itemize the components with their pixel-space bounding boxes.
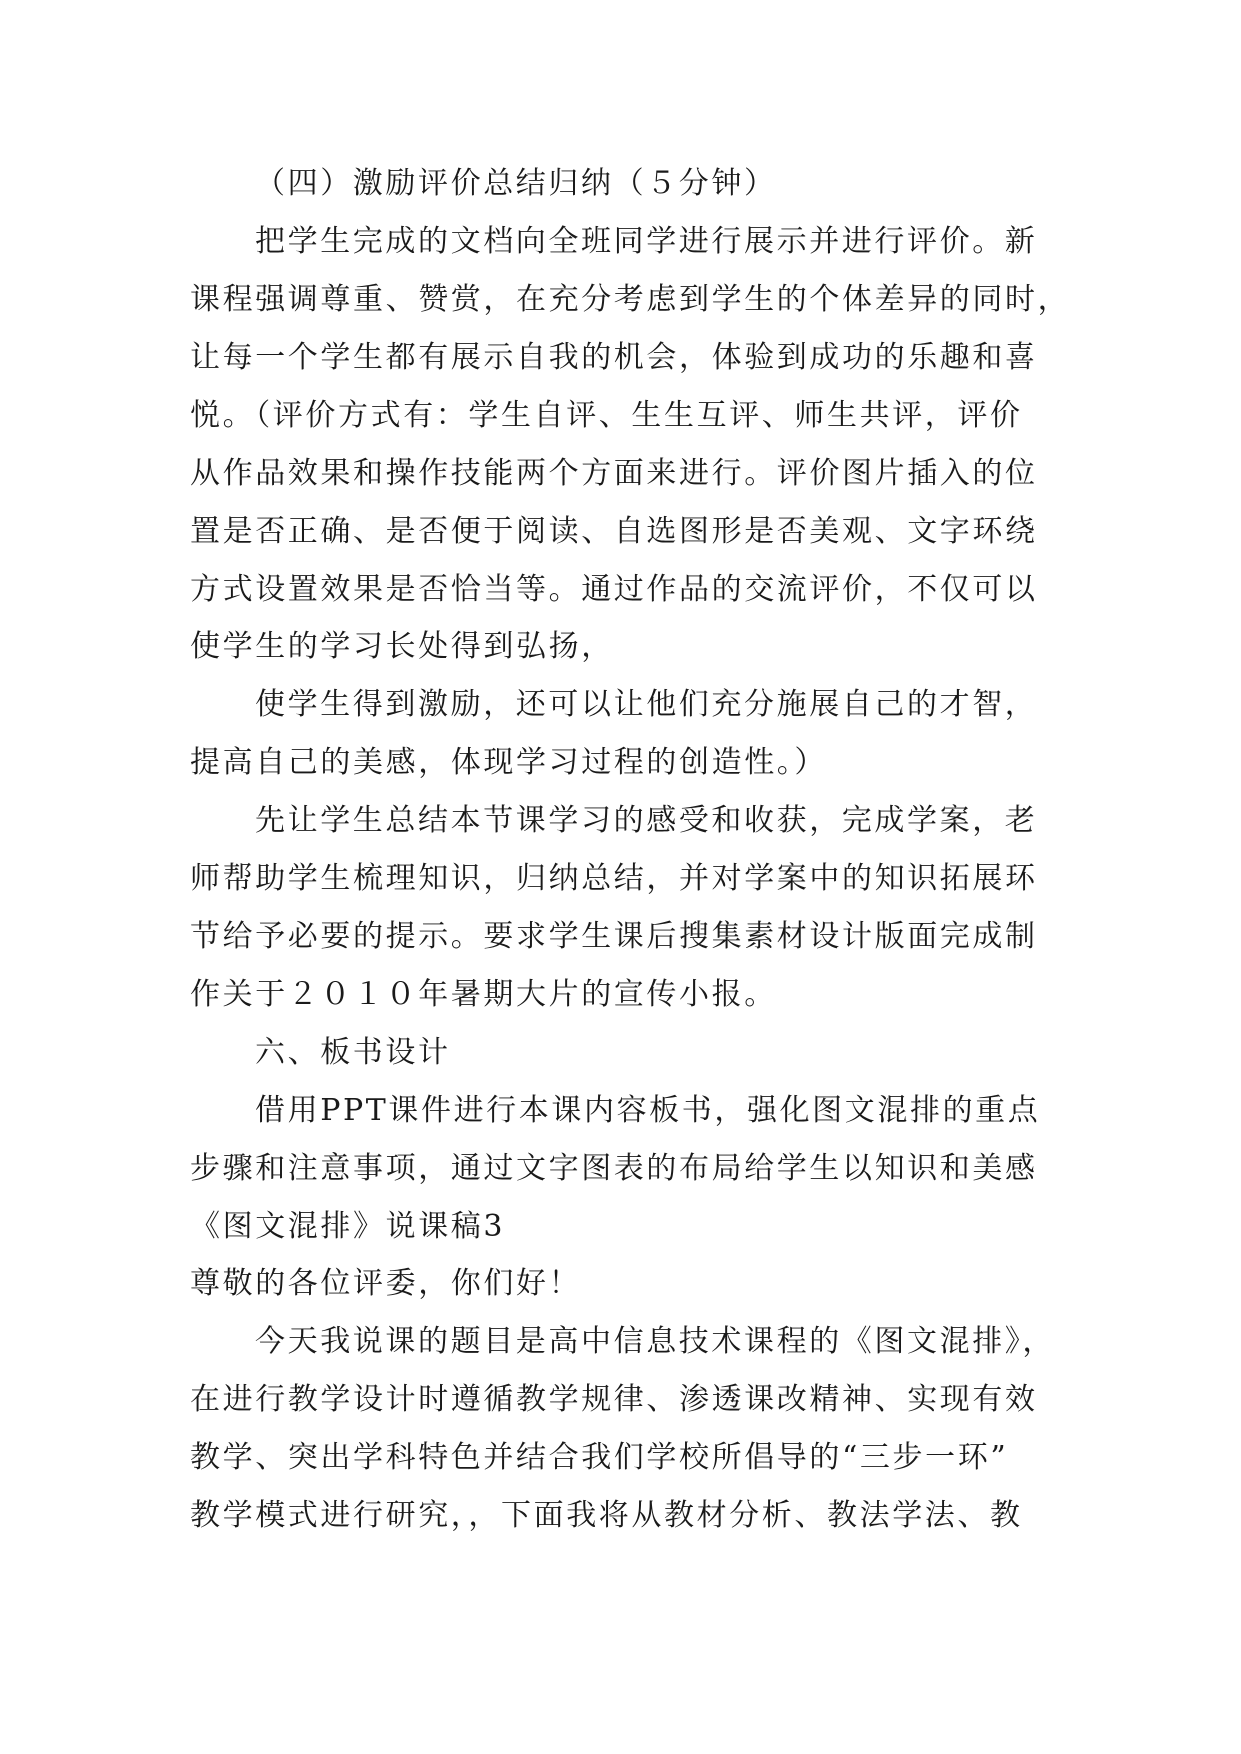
paragraph-line: 先让学生总结本节课学习的感受和收获，完成学案，老 xyxy=(255,803,1038,838)
paragraph-line: 师帮助学生梳理知识，归纳总结，并对学案中的知识拓展环 xyxy=(190,861,1038,896)
paragraph-line: 作关于２０１０年暑期大片的宣传小报。 xyxy=(190,977,777,1012)
paragraph-line: 借用PPT课件进行本课内容板书，强化图文混排的重点 xyxy=(255,1093,1041,1128)
paragraph-line: 教学模式进行研究，，下面我将从教材分析、教法学法、教 xyxy=(190,1498,1023,1533)
paragraph-line: 置是否正确、是否便于阅读、自选图形是否美观、文字环绕 xyxy=(190,514,1038,549)
document-title: 《图文混排》说课稿3 xyxy=(190,1209,506,1244)
paragraph-line: 让每一个学生都有展示自我的机会，体验到成功的乐趣和喜 xyxy=(190,340,1038,375)
paragraph-line: 今天我说课的题目是高中信息技术课程的《图文混排》， xyxy=(255,1324,1055,1359)
paragraph-line: 使学生得到激励，还可以让他们充分施展自己的才智， xyxy=(255,687,1038,722)
paragraph-line: 使学生的学习长处得到弘扬， xyxy=(190,629,614,664)
paragraph-line: 课程强调尊重、赞赏，在充分考虑到学生的个体差异的同时， xyxy=(190,282,1071,317)
paragraph-line: 把学生完成的文档向全班同学进行展示并进行评价。新 xyxy=(255,224,1038,259)
paragraph-line: 从作品效果和操作技能两个方面来进行。评价图片插入的位 xyxy=(190,456,1038,491)
section-heading: （四）激励评价总结归纳（５分钟） xyxy=(255,166,777,201)
paragraph-line: 在进行教学设计时遵循教学规律、渗透课改精神、实现有效 xyxy=(190,1382,1038,1417)
paragraph-line: 方式设置效果是否恰当等。通过作品的交流评价，不仅可以 xyxy=(190,572,1038,607)
paragraph-line: 教学、突出学科特色并结合我们学校所倡导的“三步一环” xyxy=(190,1440,1009,1475)
greeting-line: 尊敬的各位评委，你们好！ xyxy=(190,1266,582,1301)
paragraph-line: 悦。（评价方式有：学生自评、生生互评、师生共评，评价 xyxy=(190,398,1023,433)
section-heading: 六、板书设计 xyxy=(255,1035,451,1070)
paragraph-line: 提高自己的美感，体现学习过程的创造性。） xyxy=(190,745,827,780)
paragraph-line: 步骤和注意事项，通过文字图表的布局给学生以知识和美感 xyxy=(190,1151,1038,1186)
paragraph-line: 节给予必要的提示。要求学生课后搜集素材设计版面完成制 xyxy=(190,919,1038,954)
